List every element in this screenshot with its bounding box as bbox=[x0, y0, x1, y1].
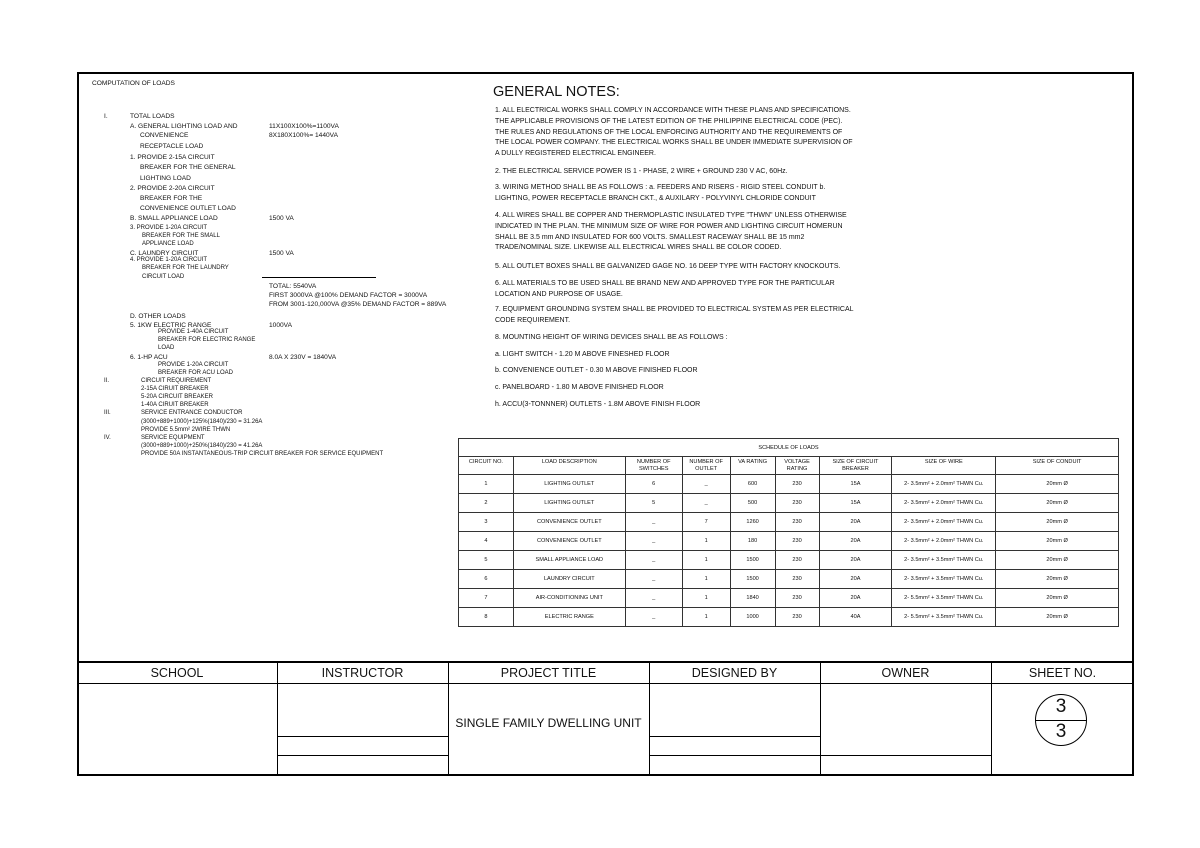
general-note: 7. EQUIPMENT GROUNDING SYSTEM SHALL BE PROVIDED TO ELECTRICAL SYSTEM AS PER ELECTRICAL CODE REQUIREMENT. bbox=[495, 306, 854, 324]
schedule-cell: 5 bbox=[625, 494, 682, 513]
computation-line: 6. 1-HP ACU bbox=[130, 354, 168, 361]
schedule-cell: 2- 5.5mm² + 3.5mm² THWN Cu. bbox=[892, 589, 996, 608]
instructor-header: INSTRUCTOR bbox=[321, 666, 404, 680]
sheet-current: 3 bbox=[1055, 696, 1067, 717]
schedule-column-header: VOLTAGE RATING bbox=[775, 457, 819, 475]
computation-line: SERVICE EQUIPMENT bbox=[141, 435, 205, 441]
schedule-cell: CONVENIENCE OUTLET bbox=[513, 532, 625, 551]
schedule-cell: 15A bbox=[819, 494, 892, 513]
computation-roman-numeral: IV. bbox=[104, 435, 111, 441]
general-note: 8. MOUNTING HEIGHT OF WIRING DEVICES SHALL BE AS FOLLOWS : bbox=[495, 334, 728, 341]
schedule-cell: 230 bbox=[775, 570, 819, 589]
schedule-cell: _ bbox=[625, 589, 682, 608]
schedule-cell: LIGHTING OUTLET bbox=[513, 494, 625, 513]
computation-line: LIGHTING LOAD bbox=[140, 175, 191, 182]
schedule-cell: 15A bbox=[819, 475, 892, 494]
schedule-cell: 8 bbox=[459, 608, 514, 627]
schedule-cell: 1 bbox=[459, 475, 514, 494]
school-header: SCHOOL bbox=[150, 666, 204, 680]
computation-line: CIRCUIT REQUIREMENT bbox=[141, 378, 212, 384]
schedule-cell: 20A bbox=[819, 589, 892, 608]
computation-value: 1500 VA bbox=[269, 250, 294, 257]
computation-value: 11X100X100%=1100VA bbox=[269, 123, 339, 130]
schedule-column-header: NUMBER OF SWITCHES bbox=[625, 457, 682, 475]
schedule-cell: 20mm Ø bbox=[996, 532, 1119, 551]
schedule-row bbox=[459, 475, 1119, 494]
schedule-cell: 2- 3.5mm² + 2.0mm² THWN Cu. bbox=[892, 532, 996, 551]
schedule-cell: 1500 bbox=[730, 570, 775, 589]
schedule-cell: 20mm Ø bbox=[996, 551, 1119, 570]
computation-title: COMPUTATION OF LOADS bbox=[92, 80, 175, 87]
computation-line: PROVIDE 1-40A CIRCUIT bbox=[158, 329, 229, 335]
general-note: 2. THE ELECTRICAL SERVICE POWER IS 1 - PHASE, 2 WIRE + GROUND 230 V AC, 60Hz. bbox=[495, 168, 788, 175]
schedule-cell: _ bbox=[625, 570, 682, 589]
computation-line: B. SMALL APPLIANCE LOAD bbox=[130, 215, 218, 222]
computation-line: (3000+889+1000)+250%(1840)/230 = 41.26A bbox=[141, 443, 263, 449]
schedule-cell: 3 bbox=[459, 513, 514, 532]
schedule-cell: LAUNDRY CIRCUIT bbox=[513, 570, 625, 589]
sheet-number-circle bbox=[1035, 694, 1087, 746]
schedule-header-row bbox=[459, 457, 1119, 475]
schedule-cell: 6 bbox=[625, 475, 682, 494]
general-note: 3. WIRING METHOD SHALL BE AS FOLLOWS : a. FEEDERS AND RISERS - RIGID STEEL CONDUIT b. LIGHTING, POWER RECEPTACLE BRANCH CKT., & AUXILARY - POLYVINYL CHLORIDE CONDUIT bbox=[495, 184, 826, 202]
schedule-cell: 230 bbox=[775, 475, 819, 494]
computation-value: 8X180X100%= 1440VA bbox=[269, 132, 338, 139]
title-block-top-line bbox=[77, 661, 1134, 663]
schedule-cell: 20mm Ø bbox=[996, 494, 1119, 513]
schedule-title: SCHEDULE OF LOADS bbox=[459, 439, 1119, 457]
schedule-cell: 230 bbox=[775, 494, 819, 513]
computation-roman-numeral: II. bbox=[104, 378, 110, 384]
computation-value: 8.0A X 230V = 1840VA bbox=[269, 354, 337, 361]
general-note: 1. ALL ELECTRICAL WORKS SHALL COMPLY IN ACCORDANCE WITH THESE PLANS AND SPECIFICATIONS. THE APPLICABLE PROVISIONS OF THE LATEST EDITION OF THE PHILIPPINE ELECTRICAL CODE (PEC). THE RULES AND REGULATIONS OF THE LOCAL ENFORCING AUTHORITY AND THE REQUIREMENTS OF THE LOCAL POWER COMPANY. THE ELECTRICAL WORKS SHALL BE UNDER IMMEDIATE SUPERVISION OF A DULLY REGISTERED ELECTRICAL ENGINEER. bbox=[495, 107, 853, 158]
schedule-cell: 5 bbox=[459, 551, 514, 570]
computation-value: 1500 VA bbox=[269, 215, 294, 222]
computation-line: 3. PROVIDE 1-20A CIRCUIT bbox=[130, 225, 208, 231]
schedule-cell: 4 bbox=[459, 532, 514, 551]
general-note: c. PANELBOARD - 1.80 M ABOVE FINISHED FLOOR bbox=[495, 384, 664, 391]
computation-line: BREAKER FOR THE LAUNDRY bbox=[142, 265, 229, 271]
schedule-cell: _ bbox=[625, 608, 682, 627]
computation-roman-numeral: I. bbox=[104, 113, 108, 120]
general-note: 6. ALL MATERIALS TO BE USED SHALL BE BRAND NEW AND APPROVED TYPE FOR THE PARTICULAR LOCATION AND PURPOSE OF USAGE. bbox=[495, 280, 835, 298]
computation-line: SERVICE ENTRANCE CONDUCTOR bbox=[141, 410, 243, 416]
computation-line: PROVIDE 50A INSTANTANEOUS-TRIP CIRCUIT BREAKER FOR SERVICE EQUIPMENT bbox=[141, 451, 384, 457]
schedule-cell: 2 bbox=[459, 494, 514, 513]
schedule-column-header: VA RATING bbox=[730, 457, 775, 475]
sheet-no-header: SHEET NO. bbox=[1028, 666, 1097, 680]
title-block-header-line bbox=[77, 683, 1134, 684]
computation-line: RECEPTACLE LOAD bbox=[140, 143, 204, 150]
schedule-row bbox=[459, 532, 1119, 551]
computation-line: LOAD bbox=[158, 345, 175, 351]
schedule-cell: CONVENIENCE OUTLET bbox=[513, 513, 625, 532]
schedule-cell: 1 bbox=[682, 570, 730, 589]
computation-roman-numeral: III. bbox=[104, 410, 111, 416]
computation-line: CONVENIENCE bbox=[140, 132, 189, 139]
designed-by-header: DESIGNED BY bbox=[691, 666, 778, 680]
computation-line: 2-15A CIRUIT BREAKER bbox=[141, 386, 209, 392]
computation-line: BREAKER FOR THE bbox=[140, 195, 203, 202]
computation-line: C. LAUNDRY CIRCUIT bbox=[130, 250, 199, 257]
computation-line: CIRCUIT LOAD bbox=[142, 274, 185, 280]
schedule-column-header: SIZE OF CIRCUIT BREAKER bbox=[819, 457, 892, 475]
schedule-cell: 1000 bbox=[730, 608, 775, 627]
tb-designer-line bbox=[649, 736, 820, 737]
schedule-cell: 20A bbox=[819, 551, 892, 570]
schedule-cell: _ bbox=[625, 532, 682, 551]
computation-value: TOTAL: 5540VA bbox=[269, 283, 317, 290]
computation-line: 1-40A CIRUIT BREAKER bbox=[141, 402, 209, 408]
schedule-cell: 2- 3.5mm² + 2.0mm² THWN Cu. bbox=[892, 475, 996, 494]
schedule-column-header: CIRCUIT NO. bbox=[459, 457, 514, 475]
schedule-row bbox=[459, 570, 1119, 589]
schedule-cell: 2- 3.5mm² + 2.0mm² THWN Cu. bbox=[892, 513, 996, 532]
computation-line: (3000+889+1000)+125%(1840)/230 = 31.26A bbox=[141, 419, 263, 425]
schedule-cell: 2- 5.5mm² + 3.5mm² THWN Cu. bbox=[892, 608, 996, 627]
schedule-cell: 500 bbox=[730, 494, 775, 513]
schedule-cell: 1 bbox=[682, 532, 730, 551]
schedule-cell: 20A bbox=[819, 513, 892, 532]
schedule-column-header: SIZE OF WIRE bbox=[892, 457, 996, 475]
schedule-column-header: NUMBER OF OUTLET bbox=[682, 457, 730, 475]
schedule-cell: 1 bbox=[682, 589, 730, 608]
computation-line: APPLIANCE LOAD bbox=[142, 241, 194, 247]
computation-line: A. GENERAL LIGHTING LOAD AND bbox=[130, 123, 238, 130]
owner-header: OWNER bbox=[881, 666, 930, 680]
computation-line: BREAKER FOR ELECTRIC RANGE bbox=[158, 337, 256, 343]
schedule-cell: 20mm Ø bbox=[996, 570, 1119, 589]
computation-value: FIRST 3000VA @100% DEMAND FACTOR = 3000VA bbox=[269, 292, 428, 299]
schedule-cell: 7 bbox=[682, 513, 730, 532]
schedule-cell: 230 bbox=[775, 551, 819, 570]
computation-line: D. OTHER LOADS bbox=[130, 313, 186, 320]
schedule-cell: 20A bbox=[819, 570, 892, 589]
schedule-column-header: SIZE OF CONDUIT bbox=[996, 457, 1119, 475]
schedule-cell: 20mm Ø bbox=[996, 608, 1119, 627]
general-notes-title: GENERAL NOTES: bbox=[493, 84, 620, 100]
schedule-cell: _ bbox=[625, 513, 682, 532]
schedule-cell: 20mm Ø bbox=[996, 589, 1119, 608]
schedule-cell: 1500 bbox=[730, 551, 775, 570]
schedule-row bbox=[459, 494, 1119, 513]
schedule-row bbox=[459, 608, 1119, 627]
schedule-row bbox=[459, 513, 1119, 532]
computation-value: 1000VA bbox=[269, 322, 292, 329]
computation-line: PROVIDE 1-20A CIRCUIT bbox=[158, 362, 229, 368]
schedule-cell: 20mm Ø bbox=[996, 513, 1119, 532]
computation-line: 4. PROVIDE 1-20A CIRCUIT bbox=[130, 257, 208, 263]
computation-line: 2. PROVIDE 2-20A CIRCUIT bbox=[130, 185, 215, 192]
schedule-cell: 6 bbox=[459, 570, 514, 589]
computation-line: TOTAL LOADS bbox=[130, 113, 175, 120]
schedule-cell: 230 bbox=[775, 532, 819, 551]
schedule-cell: 20mm Ø bbox=[996, 475, 1119, 494]
schedule-cell: _ bbox=[682, 475, 730, 494]
computation-line: CONVENIENCE OUTLET LOAD bbox=[140, 205, 236, 212]
schedule-cell: 2- 3.5mm² + 3.5mm² THWN Cu. bbox=[892, 551, 996, 570]
computation-line: PROVIDE 5.5mm² 2WIRE THWN bbox=[141, 427, 231, 433]
project-name: SINGLE FAMILY DWELLING UNIT bbox=[455, 716, 642, 730]
tb-designer-line bbox=[649, 755, 820, 756]
sheet-total: 3 bbox=[1055, 721, 1067, 742]
schedule-cell: 230 bbox=[775, 608, 819, 627]
schedule-cell: 1 bbox=[682, 551, 730, 570]
schedule-row bbox=[459, 551, 1119, 570]
schedule-cell: 40A bbox=[819, 608, 892, 627]
schedule-cell: SMALL APPLIANCE LOAD bbox=[513, 551, 625, 570]
schedule-row bbox=[459, 589, 1119, 608]
general-note: 4. ALL WIRES SHALL BE COPPER AND THERMOPLASTIC INSULATED TYPE "THWN" UNLESS OTHERWISE INDICATED IN THE PLAN. THE MINIMUM SIZE OF WIRE FOR POWER AND LIGHTING CIRCUIT HOMERUN SHALL BE 3.5 mm AND INSULATED FOR 600 VOLTS. SMALLEST RACEWAY SHALL BE 15 mm2 TRADE/NOMINAL SIZE. LIKEWISE ALL ELECTRICAL WIRES SHALL BE COLOR CODED. bbox=[495, 212, 847, 252]
general-note: a. LIGHT SWITCH - 1.20 M ABOVE FINESHED FLOOR bbox=[495, 351, 670, 358]
schedule-cell: 180 bbox=[730, 532, 775, 551]
schedule-cell: _ bbox=[682, 494, 730, 513]
general-note: b. CONVENIENCE OUTLET - 0.30 M ABOVE FINISHED FLOOR bbox=[495, 367, 698, 374]
schedule-column-header: LOAD DESCRIPTION bbox=[513, 457, 625, 475]
computation-line: 1. PROVIDE 2-15A CIRCUIT bbox=[130, 154, 215, 161]
computation-line: BREAKER FOR ACU LOAD bbox=[158, 370, 234, 376]
schedule-cell: 2- 3.5mm² + 2.0mm² THWN Cu. bbox=[892, 494, 996, 513]
computation-line: BREAKER FOR THE GENERAL bbox=[140, 164, 236, 171]
project-title-header: PROJECT TITLE bbox=[500, 666, 597, 680]
schedule-cell: 1840 bbox=[730, 589, 775, 608]
schedule-cell: 20A bbox=[819, 532, 892, 551]
schedule-cell: _ bbox=[625, 551, 682, 570]
schedule-cell: 1 bbox=[682, 608, 730, 627]
tb-instructor-line bbox=[277, 736, 448, 737]
tb-owner-line bbox=[820, 755, 991, 756]
computation-line: 5. 1KW ELECTRIC RANGE bbox=[130, 322, 212, 329]
computation-line: 5-20A CIRCUIT BREAKER bbox=[141, 394, 213, 400]
schedule-of-loads-table bbox=[458, 438, 1119, 627]
total-underline bbox=[262, 277, 376, 278]
schedule-cell: 7 bbox=[459, 589, 514, 608]
schedule-cell: 230 bbox=[775, 589, 819, 608]
schedule-cell: ELECTRIC RANGE bbox=[513, 608, 625, 627]
schedule-cell: 230 bbox=[775, 513, 819, 532]
tb-instructor-line bbox=[277, 755, 448, 756]
schedule-cell: AIR-CONDITIONING UNIT bbox=[513, 589, 625, 608]
general-note: 5. ALL OUTLET BOXES SHALL BE GALVANIZED GAGE NO. 16 DEEP TYPE WITH FACTORY KNOCKOUTS. bbox=[495, 263, 841, 270]
general-note: h. ACCU(3-TONNNER) OUTLETS - 1.8M ABOVE FINISH FLOOR bbox=[495, 401, 701, 408]
schedule-cell: LIGHTING OUTLET bbox=[513, 475, 625, 494]
schedule-cell: 600 bbox=[730, 475, 775, 494]
computation-line: BREAKER FOR THE SMALL bbox=[142, 233, 220, 239]
schedule-cell: 2- 3.5mm² + 3.5mm² THWN Cu. bbox=[892, 570, 996, 589]
computation-value: FROM 3001-120,000VA @35% DEMAND FACTOR = 889VA bbox=[269, 301, 447, 308]
schedule-cell: 1260 bbox=[730, 513, 775, 532]
